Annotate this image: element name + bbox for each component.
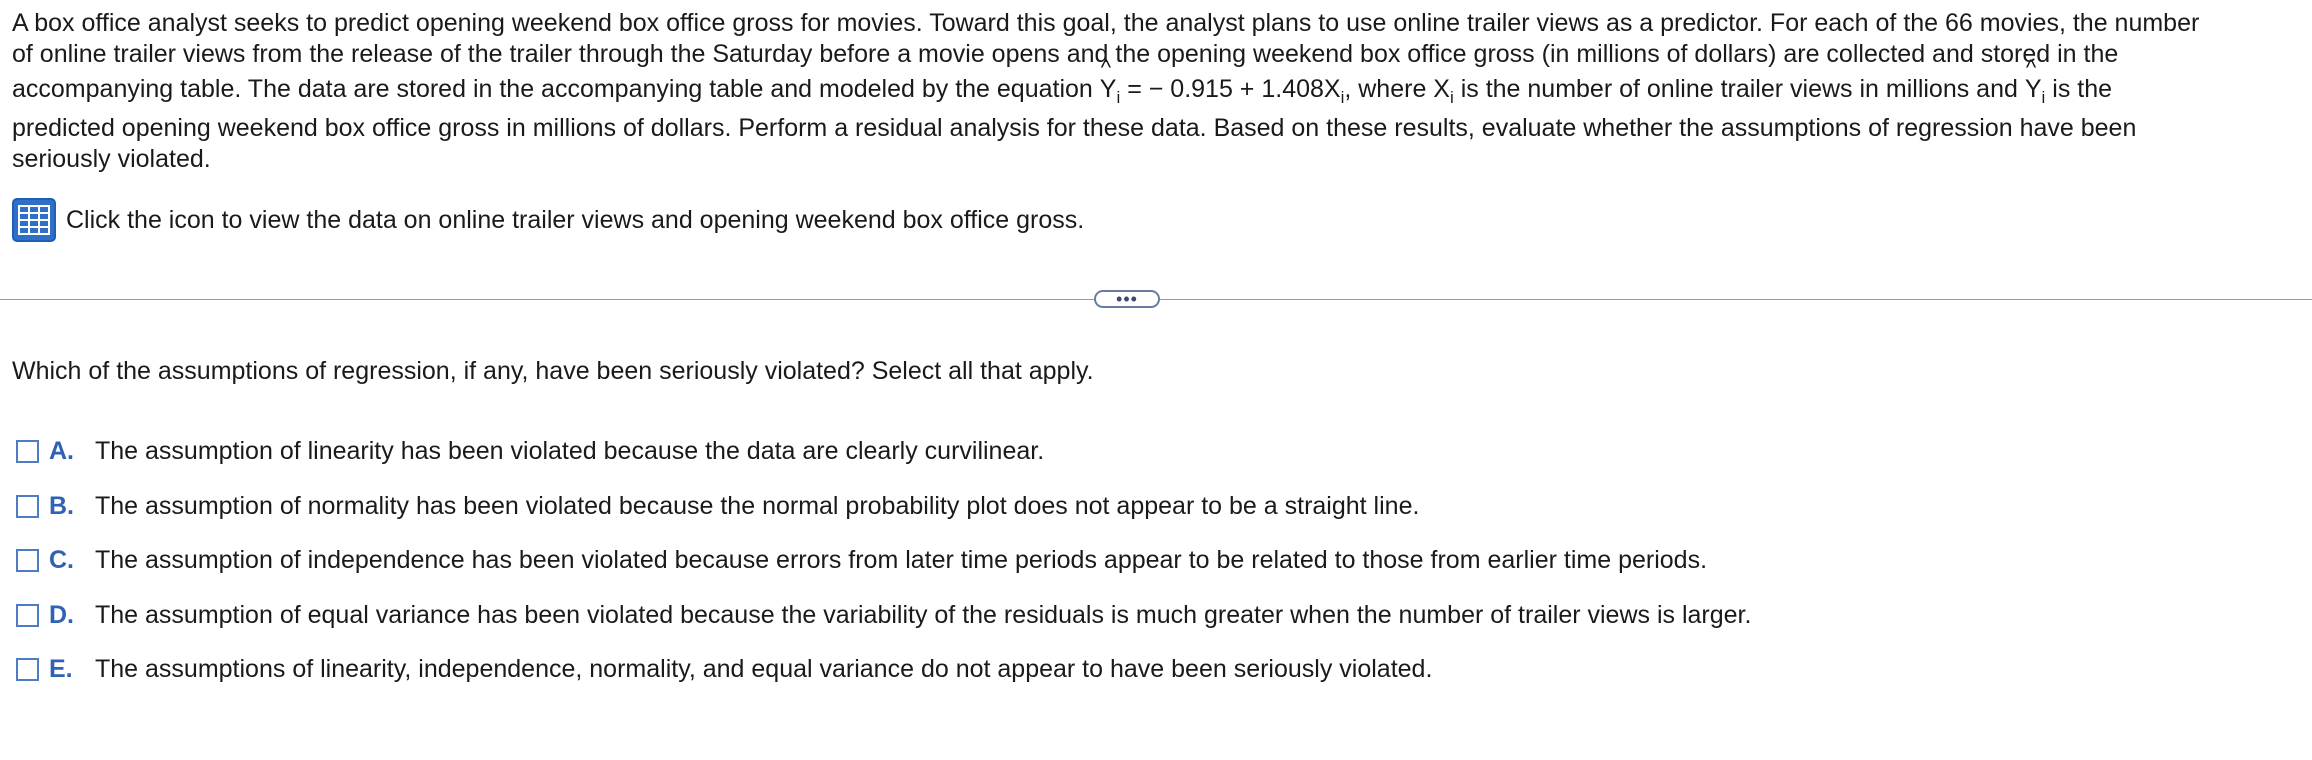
option-c[interactable] [16, 545, 1751, 576]
problem-line-1: A box office analyst seeks to predict opening weekend box office gross for movies. Toward this goal, the analyst plans to use online trailer views as a predictor. For each of the 66 movies, the number [12, 9, 2200, 37]
problem-statement [12, 8, 2302, 175]
option-b-checkbox[interactable] [16, 495, 39, 518]
option-e[interactable] [16, 654, 1751, 685]
option-c-checkbox[interactable] [16, 549, 39, 572]
problem-line-2: of online trailer views from the release of the trailer through the Saturday before a movie opens and the opening weekend box office gross (in millions of dollars) are collected and stored in the [12, 40, 2119, 68]
option-e-text: The assumptions of linearity, independence, normality, and equal variance do not appear to have been seriously violated. [95, 655, 1433, 683]
option-a-text: The assumption of linearity has been violated because the data are clearly curvilinear. [95, 437, 1045, 465]
equation-x-definition: is the number of online trailer views in millions and [1453, 75, 2025, 103]
x-subscript: i [1340, 88, 1345, 107]
problem-line-3-text: accompanying table. The data are stored in the accompanying table and modeled by the equation [12, 75, 1100, 103]
option-e-letter: E. [49, 655, 73, 683]
option-c-letter: C. [49, 546, 74, 574]
question-prompt: Which of the assumptions of regression, if any, have been seriously violated? Select all that apply. [12, 357, 1094, 385]
equation-rhs: = − 0.915 + 1.408X [1120, 75, 1341, 103]
answer-options [16, 436, 1751, 709]
equation-is-the: is the [2045, 75, 2113, 103]
x-where-subscript: i [1449, 88, 1454, 107]
option-d[interactable] [16, 600, 1751, 631]
regression-equation [1099, 75, 1345, 107]
problem-line-4: predicted opening weekend box office gross in millions of dollars. Perform a residual analysis for these data. Based on these results, evaluate whether the assumptions of regression have been [12, 114, 2137, 142]
y-hat-symbol-2: ^ Y [2025, 74, 2042, 105]
option-b[interactable] [16, 491, 1751, 522]
y-hat-subscript: i [1116, 88, 1121, 107]
option-c-text: The assumption of independence has been violated because errors from later time periods appear to be related to those from earlier time periods. [95, 546, 1708, 574]
expand-more-button[interactable]: ••• [1094, 290, 1160, 308]
option-b-letter: B. [49, 491, 74, 520]
table-icon[interactable] [12, 198, 56, 242]
option-b-text: The assumption of normality has been violated because the normal probability plot does not appear to be a straight line. [95, 491, 1420, 520]
option-d-text: The assumption of equal variance has been violated because the variability of the residuals is much greater when the number of trailer views is larger. [95, 600, 1752, 629]
data-link-text: Click the icon to view the data on online trailer views and opening weekend box office gross. [66, 205, 1085, 234]
option-a-checkbox[interactable] [16, 440, 39, 463]
option-d-letter: D. [49, 600, 74, 629]
option-a-letter: A. [49, 437, 74, 465]
problem-line-5: seriously violated. [12, 145, 211, 173]
y-hat-subscript-2: i [2041, 88, 2046, 107]
option-d-checkbox[interactable] [16, 604, 39, 627]
option-a[interactable] [16, 436, 1751, 467]
option-e-checkbox[interactable] [16, 658, 39, 681]
equation-where-text: , where X [1344, 75, 1450, 103]
data-table-link[interactable] [12, 198, 1084, 242]
y-hat-symbol: ^ Y [1100, 74, 1117, 105]
problem-line-3 [12, 74, 2302, 107]
